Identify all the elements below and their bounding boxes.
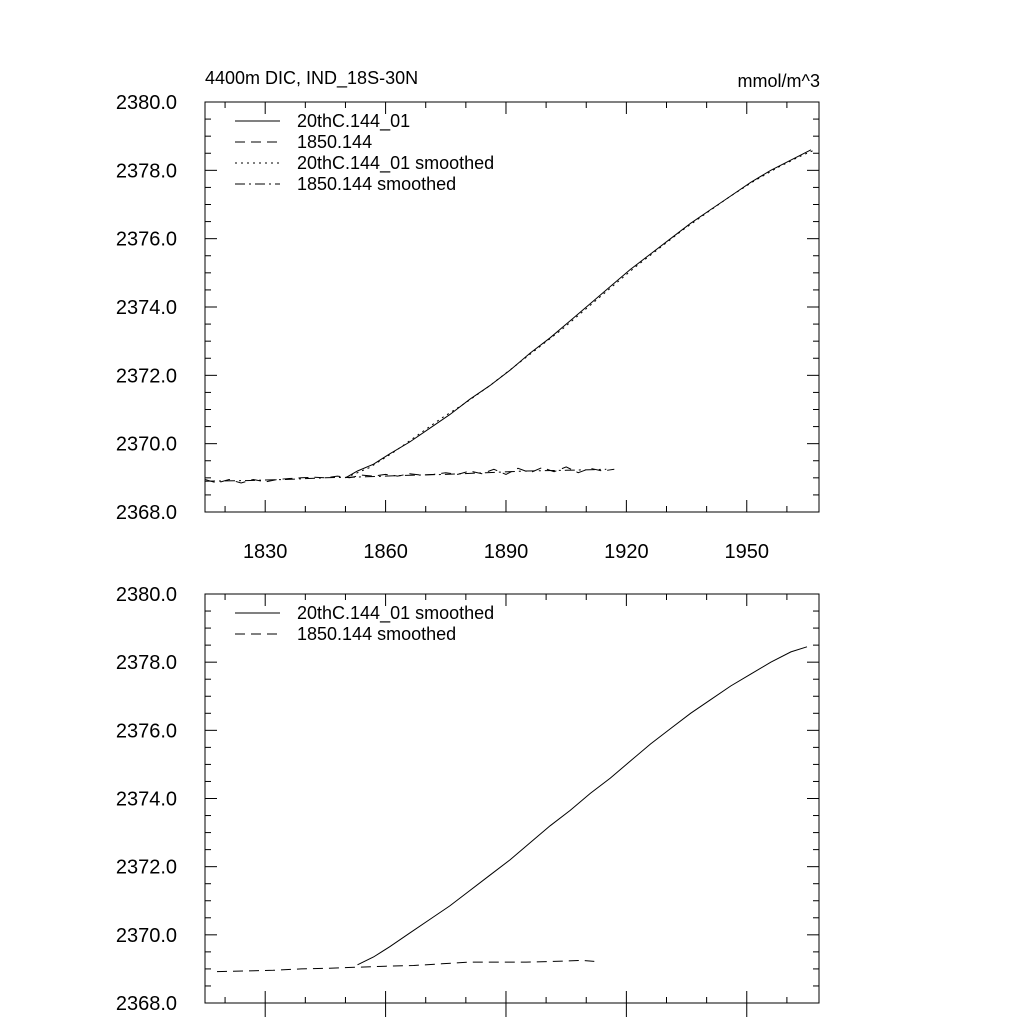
y-tick-label: 2368.0 <box>115 993 177 1015</box>
y-tick-label: 2380.0 <box>115 584 177 606</box>
series-line-1 <box>346 150 812 478</box>
y-tick-label: 2376.0 <box>115 720 177 743</box>
legend-label: 20thC.144_01 <box>297 111 411 131</box>
plot-frame <box>205 594 819 1003</box>
series-line-4 <box>205 469 606 481</box>
x-tick-label: 1920 <box>604 541 649 563</box>
x-tick-label: 1950 <box>724 541 770 563</box>
legend-label: 1850.144 smoothed <box>297 624 457 644</box>
top-panel <box>116 92 819 563</box>
y-tick-label: 2378.0 <box>115 160 177 183</box>
y-tick-label: 2374.0 <box>115 297 177 319</box>
series-line-1 <box>358 647 808 965</box>
chart-title: 4400m DIC, IND_18S-30N <box>205 68 419 88</box>
legend-label: 20thC.144_01 smoothed <box>297 153 495 173</box>
y-tick-label: 2378.0 <box>115 652 177 675</box>
legend-label: 1850.144 <box>297 132 373 152</box>
legend-label: 20thC.144_01 smoothed <box>297 603 495 623</box>
y-tick-label: 2370.0 <box>115 433 177 456</box>
y-tick-label: 2372.0 <box>115 856 177 879</box>
series-line-2 <box>217 960 594 971</box>
x-tick-label: 1860 <box>363 541 408 563</box>
y-tick-label: 2372.0 <box>115 365 177 388</box>
x-tick-label: 1890 <box>483 541 529 563</box>
units-label: mmol/m^3 <box>737 71 820 91</box>
bottom-panel <box>116 584 819 1017</box>
x-tick-label: 1830 <box>242 541 288 563</box>
y-tick-label: 2368.0 <box>115 502 177 524</box>
y-tick-label: 2370.0 <box>115 924 177 947</box>
y-tick-label: 2380.0 <box>115 92 177 114</box>
legend-label: 1850.144 smoothed <box>297 174 457 194</box>
series-line-3 <box>346 150 816 478</box>
y-tick-label: 2376.0 <box>115 228 177 251</box>
y-tick-label: 2374.0 <box>115 788 177 811</box>
